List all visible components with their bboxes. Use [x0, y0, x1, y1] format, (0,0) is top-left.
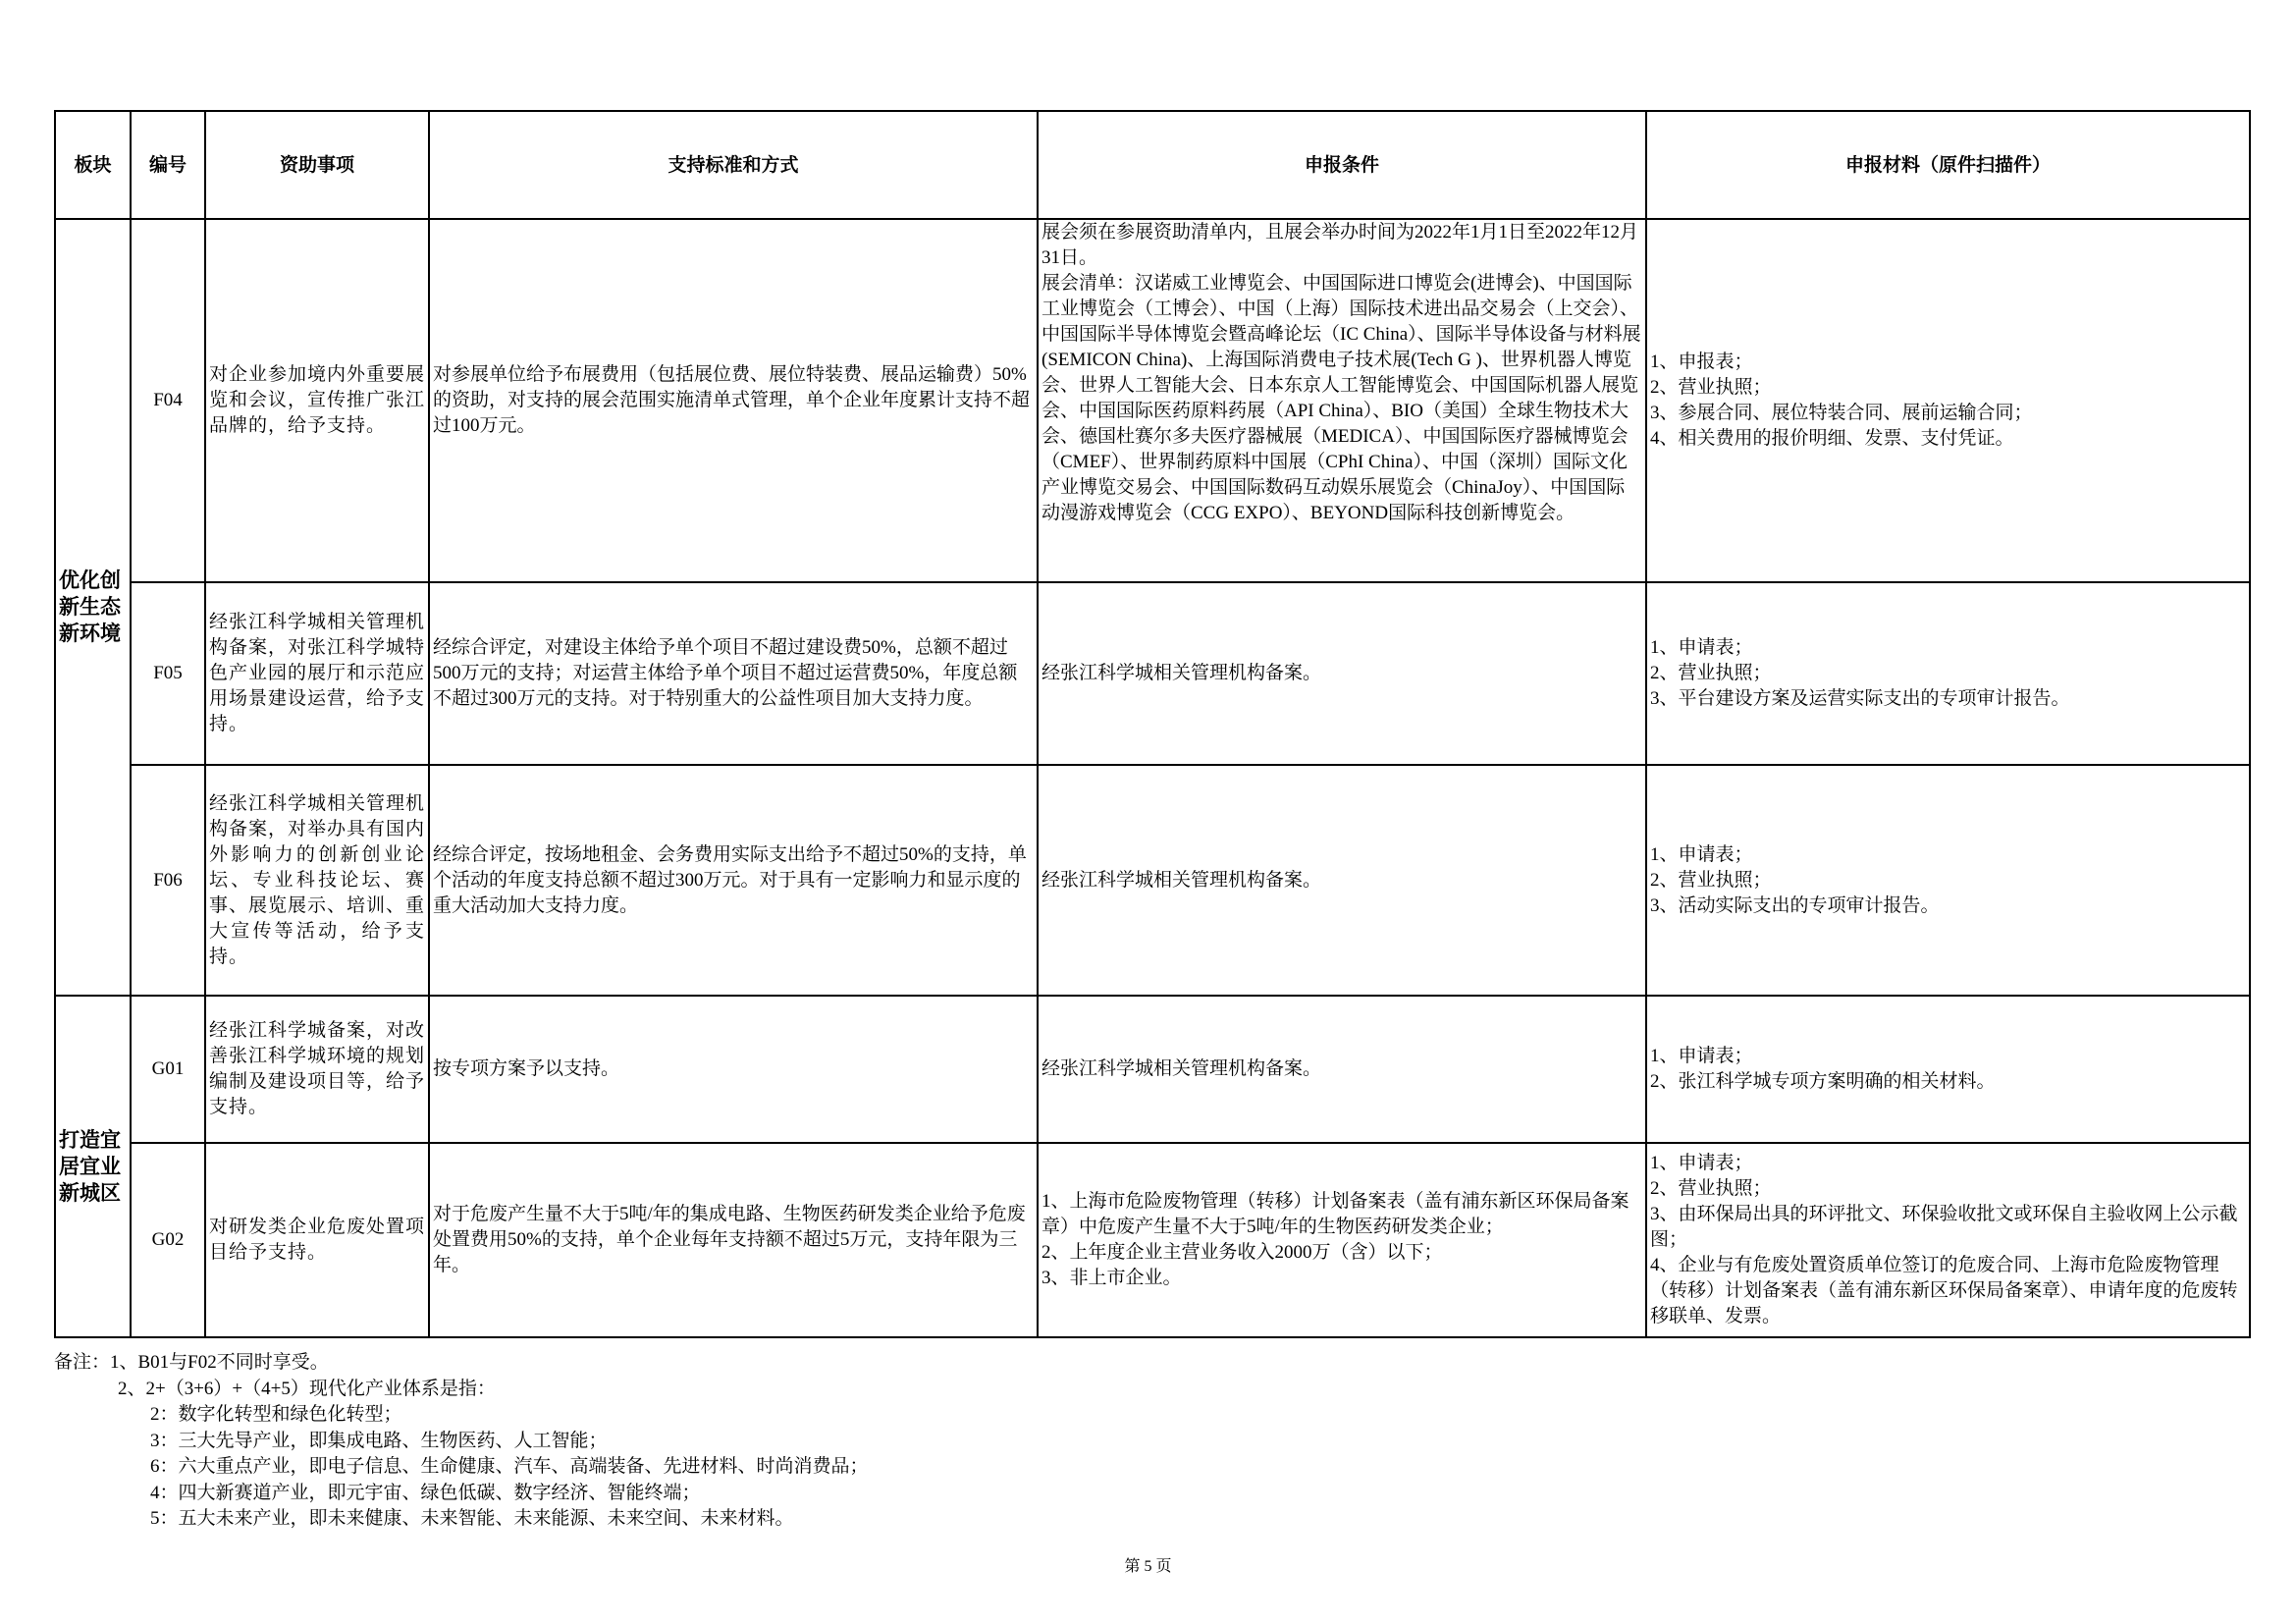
material-line: 4、企业与有危废处置资质单位签订的危废合同、上海市危险废物管理（转移）计划备案表（盖有浦东新区环保局备案章）、申请年度的危废转移联单、发票。: [1650, 1255, 2238, 1326]
item-cell: 对企业参加境内外重要展览和会议，宣传推广张江品牌的，给予支持。: [205, 219, 429, 582]
code-cell: F04: [131, 219, 205, 582]
standard-cell: 经综合评定，按场地租金、会务费用实际支出给予不超过50%的支持，单个活动的年度支持总额不超过300万元。对于具有一定影响力和显示度的重大活动加大支持力度。: [429, 765, 1038, 996]
note-line: 4：四大新赛道产业，即元宇宙、绿色低碳、数字经济、智能终端；: [150, 1482, 701, 1503]
code-cell: G01: [131, 996, 205, 1143]
header-item: 资助事项: [205, 111, 429, 219]
material-line: 1、申请表；: [1650, 1153, 1753, 1173]
material-line: 2、张江科学城专项方案明确的相关材料。: [1650, 1071, 1996, 1092]
note-line: 5：五大未来产业，即未来健康、未来智能、未来能源、未来空间、未来材料。: [150, 1508, 794, 1529]
header-conditions: 申报条件: [1038, 111, 1646, 219]
material-line: 2、营业执照；: [1650, 663, 1772, 683]
item-cell: 经张江科学城备案，对改善张江科学城环境的规划编制及建设项目等，给予支持。: [205, 996, 429, 1143]
material-line: 3、活动实际支出的专项审计报告。: [1650, 894, 1940, 916]
item-cell: 对研发类企业危废处置项目给予支持。: [205, 1143, 429, 1337]
header-materials: 申报材料（原件扫描件）: [1646, 111, 2250, 219]
note-line: 2、2+（3+6）+（4+5）现代化产业体系是指：: [118, 1378, 496, 1399]
condition-line: 展会须在参展资助清单内，且展会举办时间为2022年1月1日至2022年12月31日。: [1041, 222, 1639, 268]
standard-cell: 对于危废产生量不大于5吨/年的集成电路、生物医药研发类企业给予危废处置费用50%的支持，单个企业每年支持额不超过5万元，支持年限为三年。: [429, 1143, 1038, 1337]
materials-cell: [1646, 765, 2250, 996]
note-line: 6：六大重点产业，即电子信息、生命健康、汽车、高端装备、先进材料、时尚消费品；: [150, 1456, 869, 1477]
condition-line: 展会清单：汉诺威工业博览会、中国国际进口博览会(进博会)、中国国际工业博览会（工博会）、中国（上海）国际技术进出品交易会（上交会）、中国国际半导体博览会暨高峰论坛（IC China）、国际半导体设备与材料展(SEMICON China)、上海国际消费电子技术展(Tech G )、世界机器人博览会、世界人工智能大会、日本东京人工智能博览会、中国国际机器人展览会、中国国际医药原料药展（API China）、BIO（美国）全球生物技术大会、德国杜赛尔多夫医疗器械展（MEDICA）、中国国际医疗器械博览会（CMEF）、世界制药原料中国展（CPhI China）、中国（深圳）国际文化产业博览交易会、中国国际数码互动娱乐展览会（ChinaJoy）、中国国际动漫游戏博览会（CCG EXPO）、BEYOND国际科技创新博览会。: [1041, 273, 1641, 523]
conditions-cell: [1038, 765, 1646, 996]
material-line: 1、申请表；: [1650, 637, 1753, 658]
material-line: 1、申报表；: [1650, 352, 1753, 372]
standard-cell: 对参展单位给予布展费用（包括展位费、展位特装费、展品运输费）50%的资助，对支持的展会范围实施清单式管理，单个企业年度累计支持不超过100万元。: [429, 219, 1038, 582]
table-row: [55, 582, 2250, 765]
note-line: 备注：1、B01与F02不同时享受。: [54, 1352, 329, 1373]
table-row: [55, 765, 2250, 996]
condition-line: 经张江科学城相关管理机构备案。: [1041, 1058, 1322, 1079]
notes-section: [54, 1350, 1232, 1533]
material-line: 2、营业执照；: [1650, 869, 1772, 891]
table-row: [55, 219, 2250, 582]
item-cell: 经张江科学城相关管理机构备案，对举办具有国内外影响力的创新创业论坛、专业科技论坛、赛事、展览展示、培训、重大宣传等活动，给予支持。: [205, 765, 429, 996]
code-cell: G02: [131, 1143, 205, 1337]
table-row: [55, 996, 2250, 1143]
conditions-cell: [1038, 1143, 1646, 1337]
material-line: 1、申请表；: [1650, 843, 1753, 865]
material-line: 3、由环保局出具的环评批文、环保验收批文或环保自主验收网上公示截图；: [1650, 1204, 2238, 1250]
condition-line: 经张江科学城相关管理机构备案。: [1041, 663, 1322, 683]
materials-cell: [1646, 582, 2250, 765]
note-line: 3：三大先导产业，即集成电路、生物医药、人工智能；: [150, 1430, 608, 1451]
condition-line: 3、非上市企业。: [1041, 1268, 1182, 1288]
header-code: 编号: [131, 111, 205, 219]
materials-cell: [1646, 1143, 2250, 1337]
conditions-cell: [1038, 219, 1646, 582]
materials-cell: [1646, 996, 2250, 1143]
material-line: 3、参展合同、展位特装合同、展前运输合同；: [1650, 403, 2033, 423]
header-standard: 支持标准和方式: [429, 111, 1038, 219]
material-line: 4、相关费用的报价明细、发票、支付凭证。: [1650, 428, 2014, 449]
condition-line: 2、上年度企业主营业务收入2000万（含）以下；: [1041, 1242, 1443, 1263]
note-line: 2：数字化转型和绿色化转型；: [150, 1404, 402, 1425]
sector-cell: 打造宜居宜业新城区: [55, 996, 131, 1337]
standard-cell: 经综合评定，对建设主体给予单个项目不超过建设费50%，总额不超过500万元的支持；对运营主体给予单个项目不超过运营费50%，年度总额不超过300万元的支持。对于特别重大的公益性项目加大支持力度。: [429, 582, 1038, 765]
condition-line: 经张江科学城相关管理机构备案。: [1041, 869, 1322, 891]
header-sector: 板块: [55, 111, 131, 219]
table-row: [55, 1143, 2250, 1337]
conditions-cell: [1038, 582, 1646, 765]
code-cell: F06: [131, 765, 205, 996]
material-line: 1、申请表；: [1650, 1046, 1753, 1066]
material-line: 2、营业执照；: [1650, 1178, 1772, 1199]
condition-line: 1、上海市危险废物管理（转移）计划备案表（盖有浦东新区环保局备案章）中危废产生量不大于5吨/年的生物医药研发类企业；: [1041, 1191, 1629, 1237]
standard-cell: 按专项方案予以支持。: [429, 996, 1038, 1143]
code-cell: F05: [131, 582, 205, 765]
item-cell: 经张江科学城相关管理机构备案，对张江科学城特色产业园的展厅和示范应用场景建设运营，给予支持。: [205, 582, 429, 765]
materials-cell: [1646, 219, 2250, 582]
page-number: 第 5 页: [1124, 1558, 1172, 1575]
conditions-cell: [1038, 996, 1646, 1143]
table-header-row: [55, 111, 2250, 219]
material-line: 3、平台建设方案及运营实际支出的专项审计报告。: [1650, 688, 2070, 709]
sector-cell: 优化创新生态新环境: [55, 219, 131, 996]
subsidy-table: [54, 110, 2251, 1338]
material-line: 2、营业执照；: [1650, 377, 1772, 398]
